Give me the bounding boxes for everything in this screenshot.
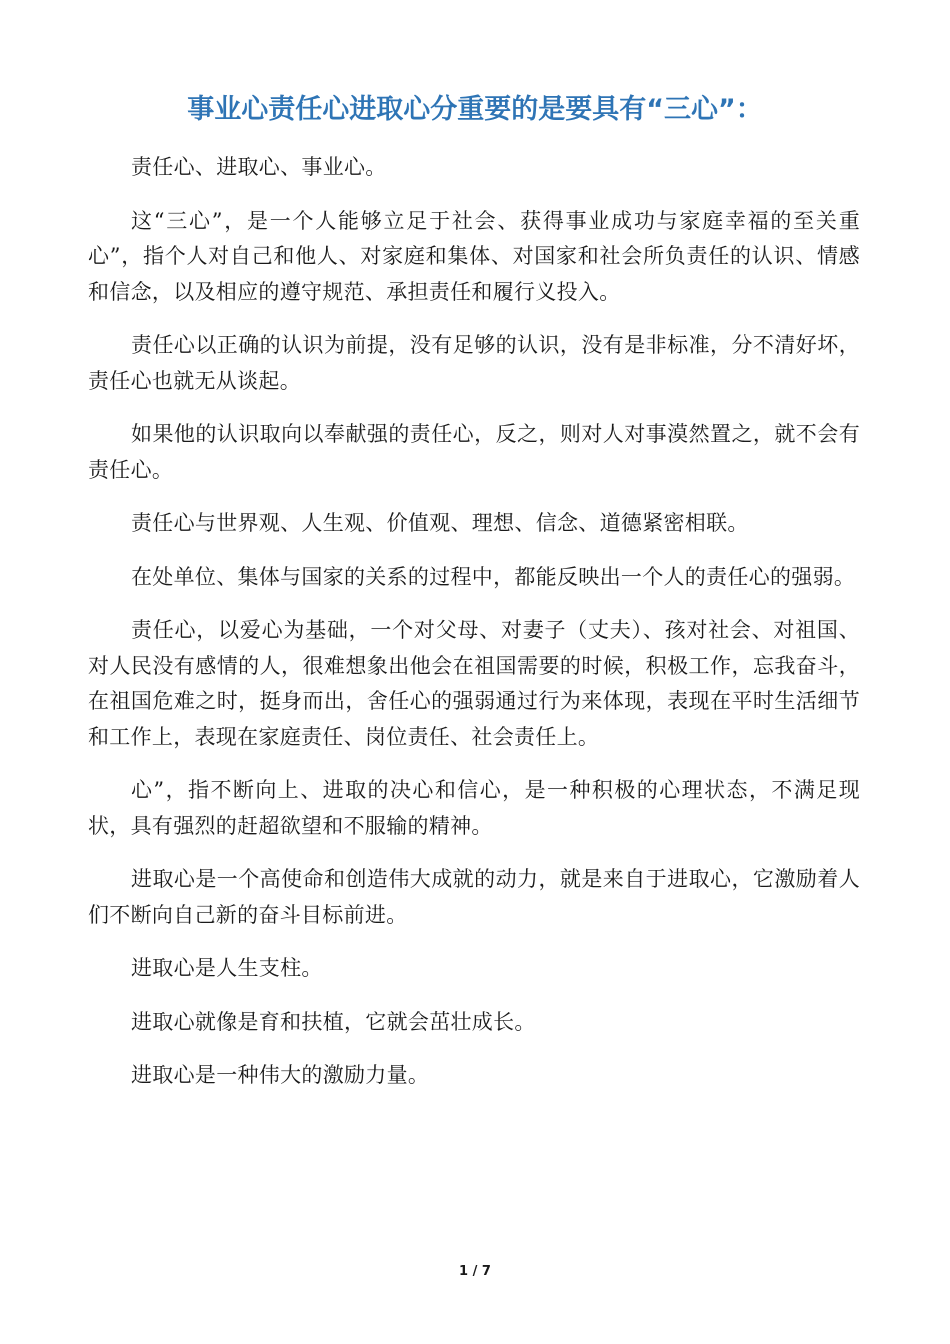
document-title: 事业心责任心进取心分重要的是要具有“三心”：	[187, 94, 763, 125]
paragraph: 心”，指不断向上、进取的决心和信心，是一种积极的心理状态，不满足现状，具有强烈的赶超欲望和不服输的精神。	[88, 778, 860, 838]
paragraph: 责任心，以爱心为基础，一个对父母、对妻子（丈夫）、孩对社会、对祖国、对人民没有感情的人，很难想象出他会在祖国需要的时候，积极工作，忘我奋斗，在祖国危难之时，挺身而出，舍任心的强弱通过行为来体现，表现在平时生活细节和工作上，表现在家庭责任、岗位责任、社会责任上。	[88, 618, 860, 749]
paragraph: 责任心与世界观、人生观、价值观、理想、信念、道德紧密相联。	[131, 511, 749, 535]
paragraph: 责任心以正确的认识为前提，没有足够的认识，没有是非标准，分不清好坏，责任心也就无从谈起。	[88, 333, 860, 393]
paragraph: 进取心是一个高使命和创造伟大成就的动力，就是来自于进取心，它激励着人们不断向自己新的奋斗目标前进。	[88, 867, 860, 927]
page-number: 1 / 7	[459, 1264, 491, 1279]
paragraph: 这“三心”，是一个人能够立足于社会、获得事业成功与家庭幸福的至关重心”，指个人对自己和他人、对家庭和集体、对国家和社会所负责任的认识、情感和信念，以及相应的遵守规范、承担责任和履行义投入。	[88, 208, 860, 304]
paragraph: 责任心、进取心、事业心。	[131, 155, 387, 179]
paragraph: 进取心是人生支柱。	[131, 956, 323, 980]
document-body	[88, 150, 860, 1112]
paragraph: 进取心是一种伟大的激励力量。	[131, 1063, 430, 1087]
paragraph: 如果他的认识取向以奉献强的责任心，反之，则对人对事漠然置之，就不会有责任心。	[88, 422, 860, 482]
paragraph: 进取心就像是育和扶植，它就会茁壮成长。	[131, 1009, 536, 1034]
paragraph: 在处单位、集体与国家的关系的过程中，都能反映出一个人的责任心的强弱。	[131, 564, 856, 589]
